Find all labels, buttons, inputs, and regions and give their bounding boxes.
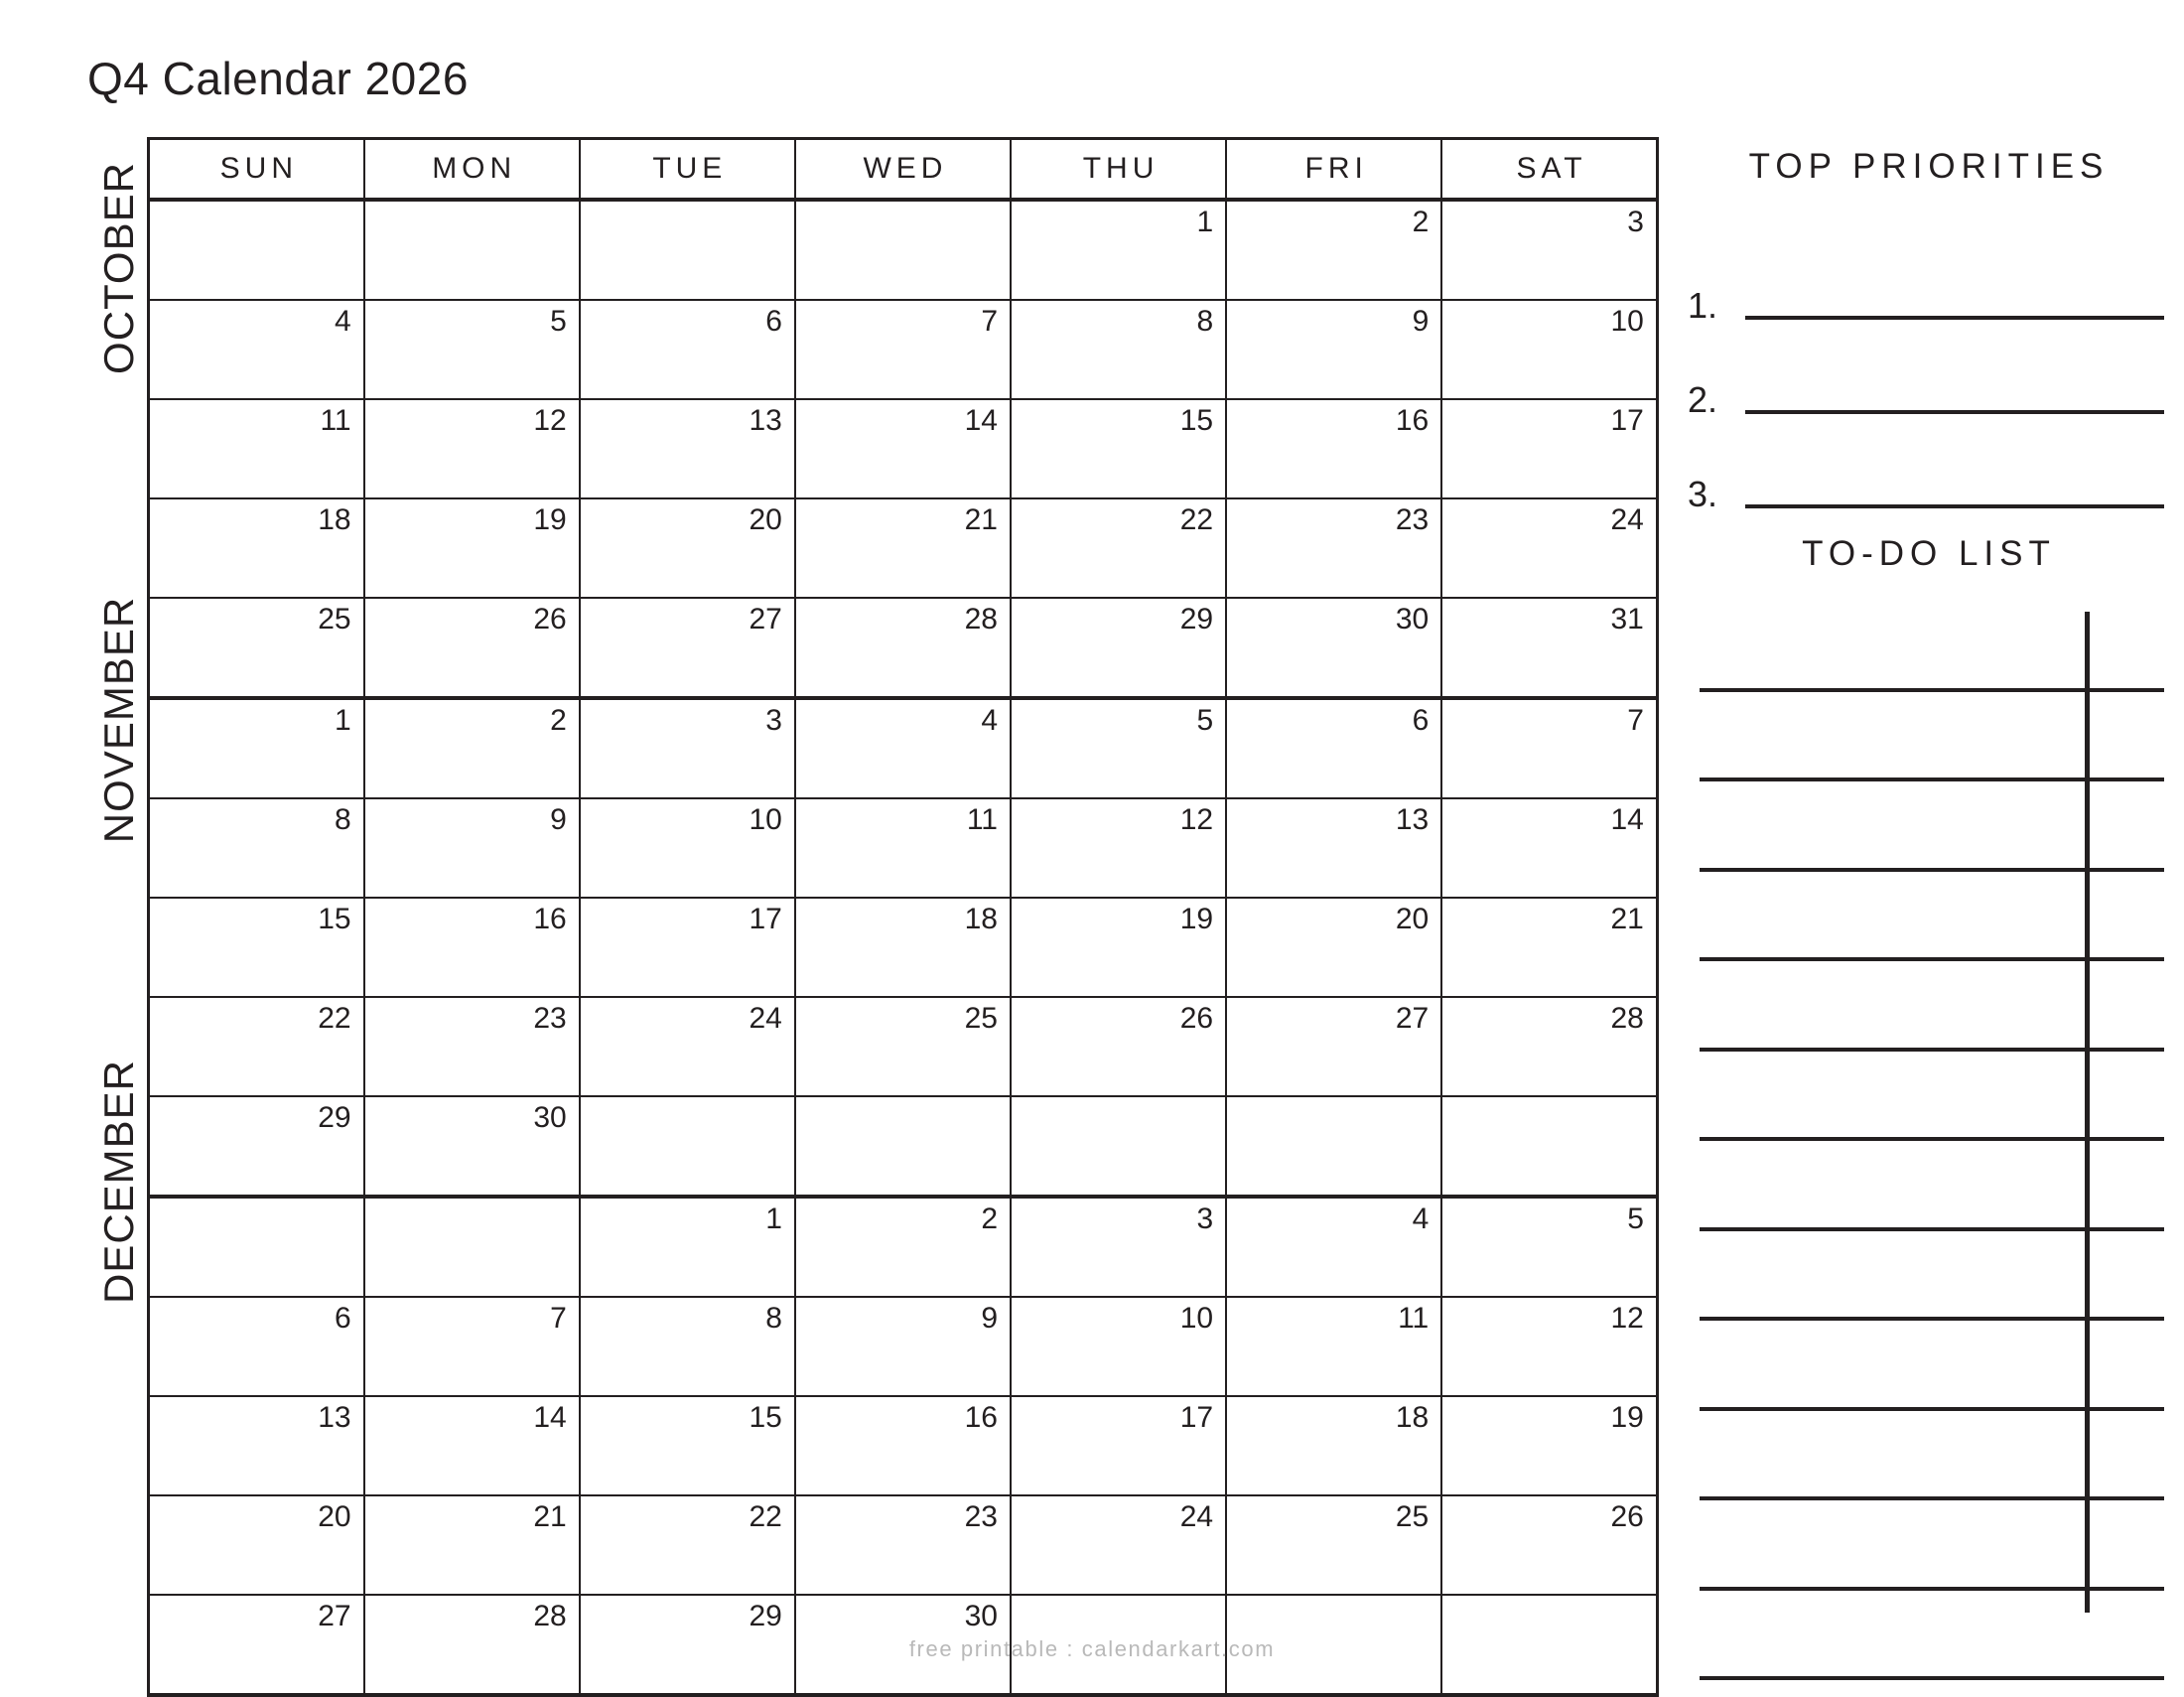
calendar-day-cell[interactable]: 29 <box>149 1096 364 1197</box>
calendar-day-cell[interactable]: 17 <box>1441 399 1657 498</box>
todo-list-item[interactable] <box>1700 1411 2164 1501</box>
calendar-day-cell[interactable]: 6 <box>1226 698 1441 798</box>
calendar-day-cell[interactable]: 1 <box>1011 200 1226 300</box>
top-priorities-heading: TOP PRIORITIES <box>1748 147 2110 186</box>
calendar-grid <box>147 137 1656 1697</box>
calendar-day-cell[interactable]: 19 <box>1011 898 1226 997</box>
calendar-day-cell[interactable]: 20 <box>1226 898 1441 997</box>
calendar-day-cell[interactable]: 11 <box>1226 1297 1441 1396</box>
calendar-week-row <box>149 399 1658 498</box>
month-label-november: NOVEMBER <box>95 596 142 844</box>
calendar-day-cell[interactable]: 24 <box>580 997 795 1096</box>
calendar-day-cell[interactable]: 28 <box>364 1595 580 1695</box>
calendar-day-cell[interactable]: 1 <box>149 698 364 798</box>
calendar-day-cell[interactable]: 16 <box>795 1396 1011 1495</box>
calendar-day-cell[interactable]: 11 <box>149 399 364 498</box>
calendar-day-cell[interactable]: 13 <box>149 1396 364 1495</box>
month-label-october: OCTOBER <box>95 162 142 374</box>
top-priorities-list <box>1688 231 2164 514</box>
calendar-day-cell[interactable]: 23 <box>1226 498 1441 598</box>
calendar-day-cell[interactable]: 4 <box>795 698 1011 798</box>
calendar-empty-cell <box>149 1197 364 1297</box>
calendar-week-row <box>149 200 1658 300</box>
calendar-day-cell[interactable]: 3 <box>580 698 795 798</box>
weekday-header-mon: MON <box>364 139 580 201</box>
calendar-day-cell[interactable]: 4 <box>1226 1197 1441 1297</box>
calendar-day-cell[interactable]: 3 <box>1011 1197 1226 1297</box>
calendar-week-row <box>149 698 1658 798</box>
calendar-day-cell[interactable]: 8 <box>580 1297 795 1396</box>
calendar-day-cell[interactable]: 21 <box>795 498 1011 598</box>
priority-item[interactable] <box>1688 420 2164 514</box>
calendar-day-cell[interactable]: 24 <box>1011 1495 1226 1595</box>
calendar-day-cell[interactable]: 15 <box>580 1396 795 1495</box>
calendar-day-cell[interactable]: 16 <box>364 898 580 997</box>
calendar-day-cell[interactable]: 19 <box>1441 1396 1657 1495</box>
todo-checkbox-divider <box>2085 612 2090 1613</box>
calendar-day-cell[interactable]: 30 <box>364 1096 580 1197</box>
calendar-day-cell[interactable]: 7 <box>1441 698 1657 798</box>
priority-item[interactable] <box>1688 326 2164 420</box>
calendar-day-cell[interactable]: 28 <box>795 598 1011 698</box>
todo-list-item[interactable] <box>1700 781 2164 872</box>
calendar-day-cell[interactable]: 13 <box>580 399 795 498</box>
calendar-day-cell[interactable]: 5 <box>364 300 580 399</box>
page-title: Q4 Calendar 2026 <box>87 53 469 104</box>
weekday-header-wed: WED <box>795 139 1011 201</box>
calendar-day-cell[interactable]: 21 <box>1441 898 1657 997</box>
calendar-day-cell[interactable]: 14 <box>795 399 1011 498</box>
priority-write-line[interactable] <box>1745 316 2164 320</box>
calendar-day-cell[interactable]: 5 <box>1441 1197 1657 1297</box>
calendar-day-cell[interactable]: 29 <box>1011 598 1226 698</box>
calendar-day-cell[interactable]: 20 <box>149 1495 364 1595</box>
calendar-day-cell[interactable]: 13 <box>1226 798 1441 898</box>
calendar-week-row <box>149 1096 1658 1197</box>
calendar-day-cell[interactable]: 9 <box>364 798 580 898</box>
calendar-week-row <box>149 300 1658 399</box>
calendar-day-cell[interactable]: 25 <box>149 598 364 698</box>
calendar-week-row <box>149 1396 1658 1495</box>
calendar-day-cell[interactable]: 14 <box>1441 798 1657 898</box>
calendar-day-cell[interactable]: 22 <box>580 1495 795 1595</box>
calendar-day-cell[interactable]: 17 <box>1011 1396 1226 1495</box>
calendar-week-row <box>149 1495 1658 1595</box>
todo-list-item[interactable] <box>1700 872 2164 962</box>
calendar-day-cell[interactable]: 6 <box>580 300 795 399</box>
calendar-day-cell[interactable]: 30 <box>795 1595 1011 1695</box>
calendar-empty-cell <box>795 1096 1011 1197</box>
priority-write-line[interactable] <box>1745 410 2164 414</box>
calendar-week-row <box>149 598 1658 698</box>
calendar-empty-cell <box>580 1096 795 1197</box>
todo-list-item[interactable] <box>1700 1500 2164 1591</box>
calendar-body <box>149 200 1658 1695</box>
calendar-day-cell[interactable]: 27 <box>580 598 795 698</box>
calendar-day-cell[interactable]: 11 <box>795 798 1011 898</box>
calendar-day-cell[interactable]: 21 <box>364 1495 580 1595</box>
calendar-day-cell[interactable]: 27 <box>149 1595 364 1695</box>
weekday-header-fri: FRI <box>1226 139 1441 201</box>
calendar-empty-cell <box>149 200 364 300</box>
calendar-day-cell[interactable]: 24 <box>1441 498 1657 598</box>
calendar-day-cell[interactable]: 23 <box>795 1495 1011 1595</box>
calendar-day-cell[interactable]: 18 <box>1226 1396 1441 1495</box>
calendar-day-cell[interactable]: 2 <box>1226 200 1441 300</box>
calendar-day-cell[interactable]: 10 <box>580 798 795 898</box>
calendar-day-cell[interactable]: 2 <box>795 1197 1011 1297</box>
priority-number: 1. <box>1688 285 1718 327</box>
calendar-day-cell[interactable]: 12 <box>1441 1297 1657 1396</box>
calendar-empty-cell <box>364 200 580 300</box>
calendar-day-cell[interactable]: 15 <box>149 898 364 997</box>
footer-credit: free printable : calendarkart.com <box>908 1636 1276 1661</box>
calendar-day-cell[interactable]: 6 <box>149 1297 364 1396</box>
calendar-day-cell[interactable]: 1 <box>580 1197 795 1297</box>
calendar-week-row <box>149 1297 1658 1396</box>
todo-list-item[interactable] <box>1700 961 2164 1052</box>
calendar-header-row <box>149 139 1658 201</box>
calendar-day-cell[interactable]: 4 <box>149 300 364 399</box>
calendar-day-cell[interactable]: 10 <box>1011 1297 1226 1396</box>
todo-list-item[interactable] <box>1700 1052 2164 1142</box>
weekday-header-sun: SUN <box>149 139 364 201</box>
calendar-day-cell[interactable]: 2 <box>364 698 580 798</box>
calendar-day-cell[interactable]: 30 <box>1226 598 1441 698</box>
todo-list-item[interactable] <box>1700 1231 2164 1322</box>
calendar-day-cell[interactable]: 23 <box>364 997 580 1096</box>
todo-list-item[interactable] <box>1700 1141 2164 1231</box>
month-label-december: DECEMBER <box>95 1059 142 1305</box>
calendar-week-row <box>149 498 1658 598</box>
calendar-empty-cell <box>580 200 795 300</box>
weekday-header-tue: TUE <box>580 139 795 201</box>
todo-list-item[interactable] <box>1700 602 2164 692</box>
calendar-empty-cell <box>1441 1096 1657 1197</box>
calendar-week-row <box>149 997 1658 1096</box>
todo-list-item[interactable] <box>1700 1591 2164 1681</box>
weekday-header-thu: THU <box>1011 139 1226 201</box>
calendar-day-cell[interactable]: 9 <box>795 1297 1011 1396</box>
calendar-day-cell[interactable]: 12 <box>364 399 580 498</box>
calendar-day-cell[interactable]: 18 <box>795 898 1011 997</box>
calendar-day-cell[interactable]: 9 <box>1226 300 1441 399</box>
calendar-week-row <box>149 898 1658 997</box>
calendar-day-cell[interactable]: 31 <box>1441 598 1657 698</box>
priority-item[interactable] <box>1688 231 2164 326</box>
todo-list-item[interactable] <box>1700 1321 2164 1411</box>
calendar-empty-cell <box>364 1197 580 1297</box>
weekday-header-sat: SAT <box>1441 139 1657 201</box>
calendar-day-cell[interactable]: 7 <box>795 300 1011 399</box>
calendar-day-cell[interactable]: 28 <box>1441 997 1657 1096</box>
priority-number: 3. <box>1688 474 1718 515</box>
todo-list-heading: TO-DO LIST <box>1802 534 2056 573</box>
calendar-week-row <box>149 798 1658 898</box>
calendar-day-cell[interactable]: 10 <box>1441 300 1657 399</box>
calendar-day-cell[interactable]: 29 <box>580 1595 795 1695</box>
calendar-day-cell[interactable]: 8 <box>149 798 364 898</box>
calendar-day-cell[interactable]: 15 <box>1011 399 1226 498</box>
calendar-table <box>147 137 1659 1697</box>
todo-list <box>1700 602 2164 1595</box>
calendar-day-cell[interactable]: 17 <box>580 898 795 997</box>
calendar-day-cell[interactable]: 22 <box>149 997 364 1096</box>
priority-write-line[interactable] <box>1745 504 2164 508</box>
calendar-day-cell[interactable]: 27 <box>1226 997 1441 1096</box>
calendar-day-cell[interactable]: 26 <box>364 598 580 698</box>
calendar-day-cell[interactable]: 5 <box>1011 698 1226 798</box>
calendar-day-cell[interactable]: 26 <box>1441 1495 1657 1595</box>
calendar-empty-cell <box>1226 1096 1441 1197</box>
calendar-day-cell[interactable]: 25 <box>1226 1495 1441 1595</box>
calendar-day-cell[interactable]: 18 <box>149 498 364 598</box>
calendar-day-cell[interactable]: 12 <box>1011 798 1226 898</box>
calendar-day-cell[interactable]: 22 <box>1011 498 1226 598</box>
calendar-day-cell[interactable]: 7 <box>364 1297 580 1396</box>
calendar-day-cell[interactable]: 25 <box>795 997 1011 1096</box>
calendar-week-row <box>149 1197 1658 1297</box>
calendar-day-cell[interactable]: 14 <box>364 1396 580 1495</box>
calendar-empty-cell <box>795 200 1011 300</box>
calendar-day-cell[interactable]: 20 <box>580 498 795 598</box>
calendar-day-cell[interactable]: 26 <box>1011 997 1226 1096</box>
calendar-day-cell[interactable]: 16 <box>1226 399 1441 498</box>
todo-list-item[interactable] <box>1700 692 2164 782</box>
calendar-day-cell[interactable]: 19 <box>364 498 580 598</box>
calendar-empty-cell <box>1011 1096 1226 1197</box>
calendar-day-cell[interactable]: 8 <box>1011 300 1226 399</box>
calendar-day-cell[interactable]: 3 <box>1441 200 1657 300</box>
priority-number: 2. <box>1688 379 1718 421</box>
